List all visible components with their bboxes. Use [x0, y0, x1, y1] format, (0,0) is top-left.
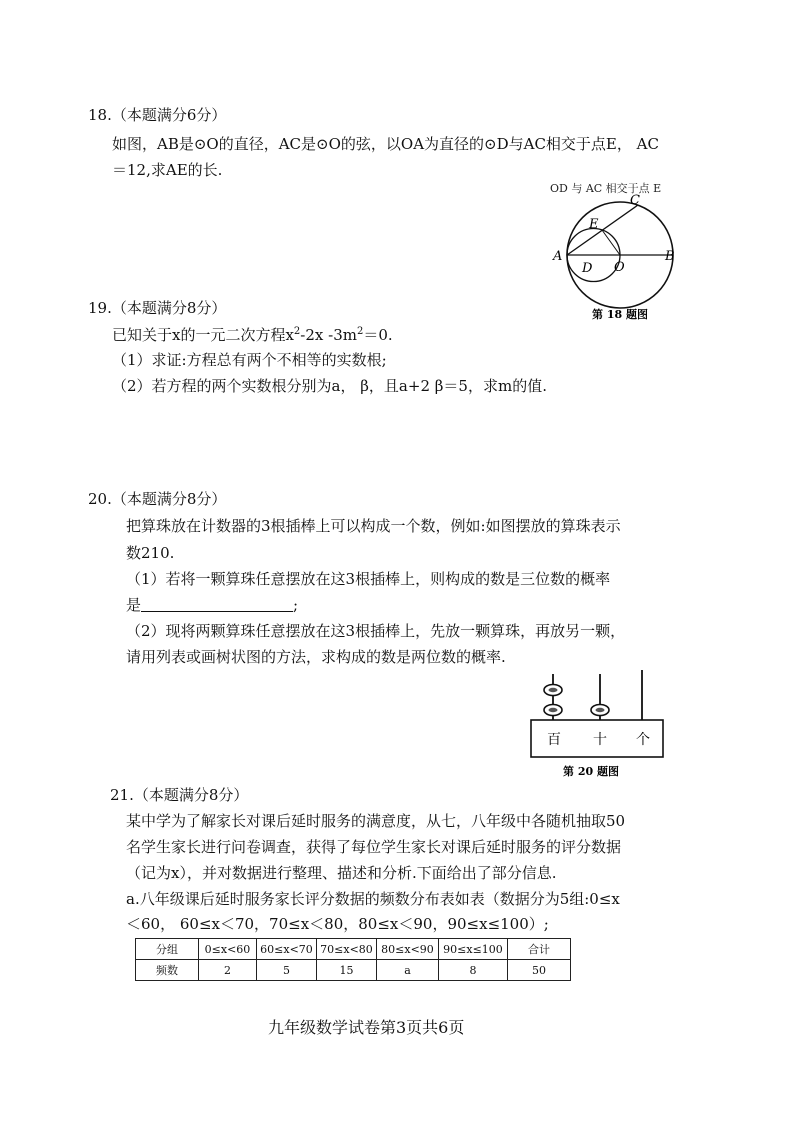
q21-header: 21.（本题满分8分） [110, 786, 249, 804]
q19-line1-pre: 已知关于x的一元二次方程x [112, 326, 294, 344]
table-cell: a [377, 960, 439, 981]
label-a: A [553, 249, 563, 264]
frequency-table [135, 938, 571, 981]
q19-part1: （1）求证:方程总有两个不相等的实数根; [112, 351, 387, 369]
q19-line1 [112, 324, 393, 346]
table-header-cell: 90≤x≤100 [439, 939, 508, 960]
label-d: D [582, 261, 593, 276]
q21-line5: ＜60， 60≤x＜70，70≤x＜80，80≤x＜90，90≤x≤100）; [126, 915, 549, 933]
q19-part2: （2）若方程的两个实数根分别为a， β，且a+2 β＝5，求m的值. [112, 377, 547, 395]
table-row [136, 960, 571, 981]
answer-blank[interactable] [141, 595, 293, 612]
table-header-cell: 60≤x<70 [257, 939, 317, 960]
q20-part1-b [126, 594, 298, 616]
label-c: C [630, 193, 640, 208]
label-e: E [589, 217, 599, 232]
table-header-cell: 分组 [136, 939, 199, 960]
q20-part1-end: ; [293, 596, 299, 614]
q21-line3: （记为x），并对数据进行整理、描述和分析.下面给出了部分信息. [126, 864, 557, 882]
q19-exp2: 2 [356, 326, 364, 337]
label-ones: 个 [636, 732, 650, 748]
table-header-cell: 0≤x<60 [199, 939, 257, 960]
q21-line4: a.八年级课后延时服务家长评分数据的频数分布表如表（数据分为5组:0≤x [126, 890, 620, 908]
label-tens: 十 [593, 732, 607, 748]
q20-part2: （2）现将两颗算珠任意摆放在这3根插棒上，先放一颗算珠，再放另一颗， [126, 622, 626, 640]
label-o: O [614, 260, 625, 275]
abacus-bead-hole [549, 688, 558, 692]
abacus-bead-hole [549, 708, 558, 712]
q20-part1-b-text: 是 [126, 596, 142, 614]
q19-line1-post: ＝0. [363, 326, 393, 344]
q18-fig-cut-text: OD 与 AC 相交于点 E [550, 182, 662, 195]
q20-header: 20.（本题满分8分） [88, 490, 227, 508]
q19-header: 19.（本题满分8分） [88, 299, 227, 317]
q18-line2: ＝12,求AE的长. [112, 161, 223, 179]
table-cell: 2 [199, 960, 257, 981]
q19-exp1: 2 [293, 326, 301, 337]
q20-figure [525, 668, 675, 780]
q18-fig-caption: 第 18 题图 [592, 308, 648, 321]
table-cell: 50 [508, 960, 571, 981]
q20-part2-b: 请用列表或画树状图的方法，求构成的数是两位数的概率. [126, 648, 506, 666]
table-cell: 5 [257, 960, 317, 981]
table-header-cell: 合计 [508, 939, 571, 960]
q18-header: 18.（本题满分6分） [88, 106, 227, 124]
q20-line1: 把算珠放在计数器的3根插棒上可以构成一个数，例如:如图摆放的算珠表示 [126, 517, 621, 535]
table-cell: 频数 [136, 960, 199, 981]
label-hundreds: 百 [547, 732, 561, 748]
q19-line1-mid: -2x -3m [300, 326, 357, 344]
table-cell: 15 [317, 960, 377, 981]
table-header-cell: 70≤x<80 [317, 939, 377, 960]
q20-fig-caption: 第 20 题图 [563, 765, 619, 778]
q20-line2: 数210. [126, 544, 175, 562]
q18-line1: 如图，AB是⊙O的直径，AC是⊙O的弦，以OA为直径的⊙D与AC相交于点E， AC [112, 135, 659, 153]
table-header-row [136, 939, 571, 960]
table-cell: 8 [439, 960, 508, 981]
q20-part1: （1）若将一颗算珠任意摆放在这3根插棒上，则构成的数是三位数的概率 [126, 570, 611, 588]
q21-line1: 某中学为了解家长对课后延时服务的满意度，从七，八年级中各随机抽取50 [126, 812, 626, 830]
table-header-cell: 80≤x<90 [377, 939, 439, 960]
abacus-bead-hole [596, 708, 605, 712]
q21-line2: 名学生家长进行问卷调查，获得了每位学生家长对课后延时服务的评分数据 [126, 838, 622, 856]
q18-figure [540, 180, 690, 322]
page-footer: 九年级数学试卷第3页共6页 [268, 1018, 465, 1037]
label-b: B [665, 249, 675, 264]
